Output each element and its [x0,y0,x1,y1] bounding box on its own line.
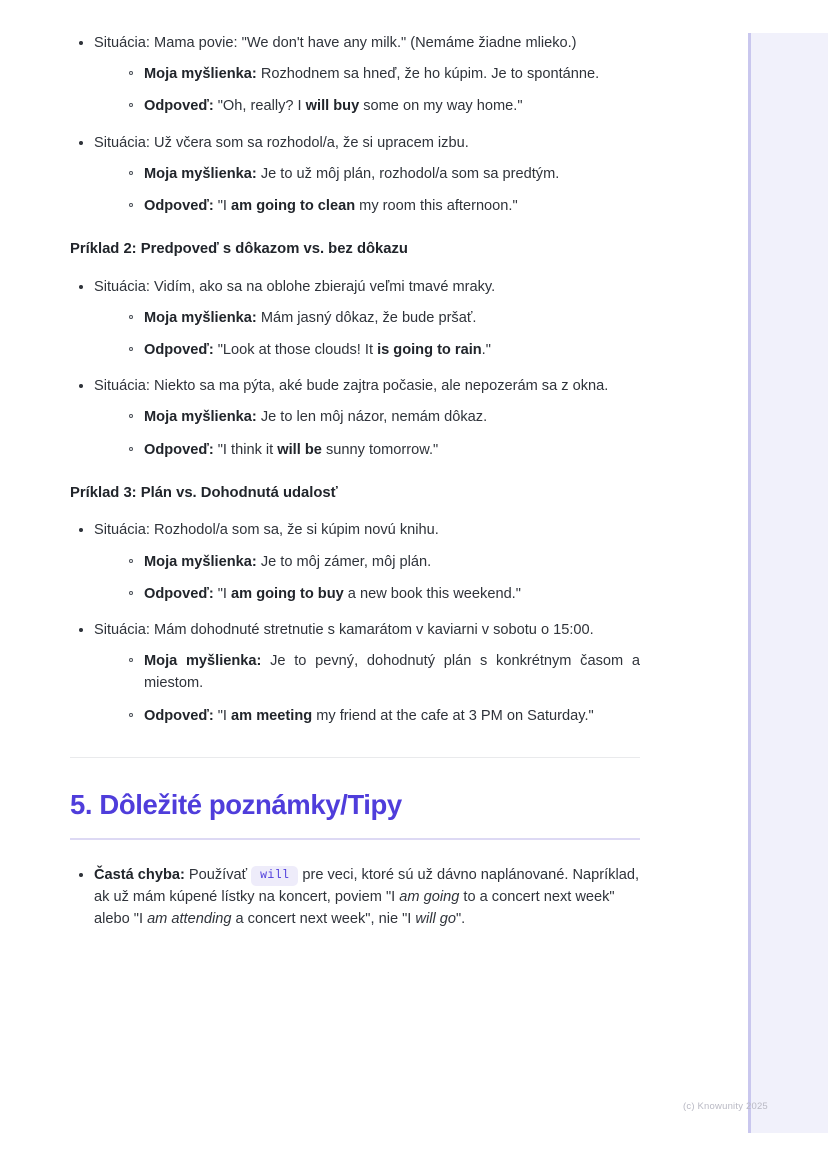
section-divider-purple [70,838,640,840]
section-divider-grey [70,757,640,758]
answer-highlight: is going to rain [377,342,482,359]
answer-pre: "I [217,585,232,602]
example-detail-list [119,551,640,605]
answer-highlight: am meeting [231,707,313,724]
document-content [70,0,640,931]
example2-heading: Príklad 2: Predpoveď s dôkazom vs. bez dôkazu [70,241,408,258]
example-item [70,375,640,461]
answer-item [119,439,640,461]
answer-label: Odpoveď: [144,441,214,458]
thought-text: Je to pevný, dohodnutý plán s konkrétnym časom a miestom. [144,653,640,692]
thought-text: Je to môj zámer, môj plán. [260,553,432,570]
thought-item [119,650,640,694]
tip-label: Častá chyba: [94,867,185,884]
answer-item [119,583,640,605]
example2-group [70,276,640,461]
thought-label: Moja myšlienka: [144,309,257,326]
situation-label: Situácia: [94,35,150,51]
situation-text: Niekto sa ma pýta, aké bude zajtra počasie, ale nepozerám sa z okna. [154,378,609,395]
answer-item [119,339,640,361]
thought-text: Je to len môj názor, nemám dôkaz. [260,409,488,426]
answer-pre: "I [217,707,232,724]
situation-text: Rozhodol/a som sa, že si kúpim novú knihu. [154,522,439,539]
answer-item [119,705,640,727]
thought-item [119,406,640,428]
tip-em-am-going: am going [399,889,460,906]
example3-list [70,519,640,726]
answer-pre: "Oh, really? I [217,98,306,115]
tip-em-am-attending: am attending [147,911,232,928]
answer-pre: "Look at those clouds! It [217,342,378,359]
situation-text: Mama povie: "We don't have any milk." (Nemáme žiadne mlieko.) [154,35,577,51]
thought-text: Mám jasný dôkaz, že bude pršať. [260,309,477,326]
thought-label: Moja myšlienka: [144,553,257,570]
example-item [70,276,640,362]
situation-text: Mám dohodnuté stretnutie s kamarátom v kaviarni v sobotu o 15:00. [154,621,594,638]
situation-label: Situácia: [94,621,150,638]
example-detail-list [119,63,640,117]
tip-em-will-go: will go [415,911,456,928]
example3-heading: Príklad 3: Plán vs. Dohodnutá udalosť [70,484,338,501]
tip-part3: to a concert next week" alebo "I [94,889,615,928]
situation-label: Situácia: [94,522,150,539]
thought-label: Moja myšlienka: [144,653,262,670]
answer-item [119,95,640,117]
answer-post: my room this afternoon." [355,197,518,214]
tips-list [70,864,640,931]
example-item [70,132,640,218]
answer-item [119,195,640,217]
copyright-watermark: (c) Knowunity 2025 [683,1101,768,1112]
tip-part1: Používať [188,867,248,884]
answer-highlight: am going to buy [231,585,344,602]
answer-highlight: will buy [305,98,360,115]
example2-list [70,276,640,461]
thought-item [119,63,640,85]
tip-item [70,864,640,931]
situation-text: Už včera som sa rozhodol/a, že si upracem izbu. [154,134,469,151]
situation-label: Situácia: [94,134,150,151]
thought-label: Moja myšlienka: [144,409,257,426]
thought-text: Rozhodnem sa hneď, že ho kúpim. Je to spontánne. [260,66,600,83]
answer-highlight: am going to clean [231,197,356,214]
example-item [70,619,640,727]
answer-pre: "I [217,197,232,214]
example1-list [70,32,640,217]
document-page [70,0,640,931]
situation-text: Vidím, ako sa na oblohe zbierajú veľmi tmavé mraky. [154,278,496,295]
answer-label: Odpoveď: [144,98,214,115]
example-detail-list [119,650,640,727]
thought-item [119,551,640,573]
thought-text: Je to už môj plán, rozhodol/a som sa predtým. [260,165,560,182]
answer-post: a new book this weekend." [343,585,521,602]
thought-item [119,163,640,185]
answer-highlight: will be [277,441,322,458]
section5-title: 5. Dôležité poznámky/Tipy [70,788,402,820]
example1-group [70,32,640,217]
example-item [70,519,640,605]
answer-label: Odpoveď: [144,585,214,602]
example-detail-list [119,163,640,217]
example-detail-list [119,406,640,460]
tip-part4: a concert next week", nie "I [231,911,416,928]
example3-group [70,519,640,726]
answer-pre: "I think it [217,441,278,458]
answer-label: Odpoveď: [144,342,214,359]
tips-group [70,864,640,931]
code-chip-will: will [251,866,298,886]
situation-label: Situácia: [94,278,150,295]
answer-post: ." [481,342,491,359]
right-decorative-band [748,33,828,1133]
thought-item [119,307,640,329]
answer-label: Odpoveď: [144,707,214,724]
answer-label: Odpoveď: [144,197,214,214]
example-item [70,32,640,118]
thought-label: Moja myšlienka: [144,66,257,83]
tip-part2: pre veci, ktoré sú už dávno naplánované. Napríklad, ak už mám kúpené lístky na koncert, poviem "I [94,867,640,906]
answer-post: my friend at the cafe at 3 PM on Saturday." [312,707,594,724]
tip-part5: ". [455,911,466,928]
example-detail-list [119,307,640,361]
answer-post: sunny tomorrow." [321,441,439,458]
situation-label: Situácia: [94,378,150,395]
thought-label: Moja myšlienka: [144,165,257,182]
answer-post: some on my way home." [359,98,523,115]
